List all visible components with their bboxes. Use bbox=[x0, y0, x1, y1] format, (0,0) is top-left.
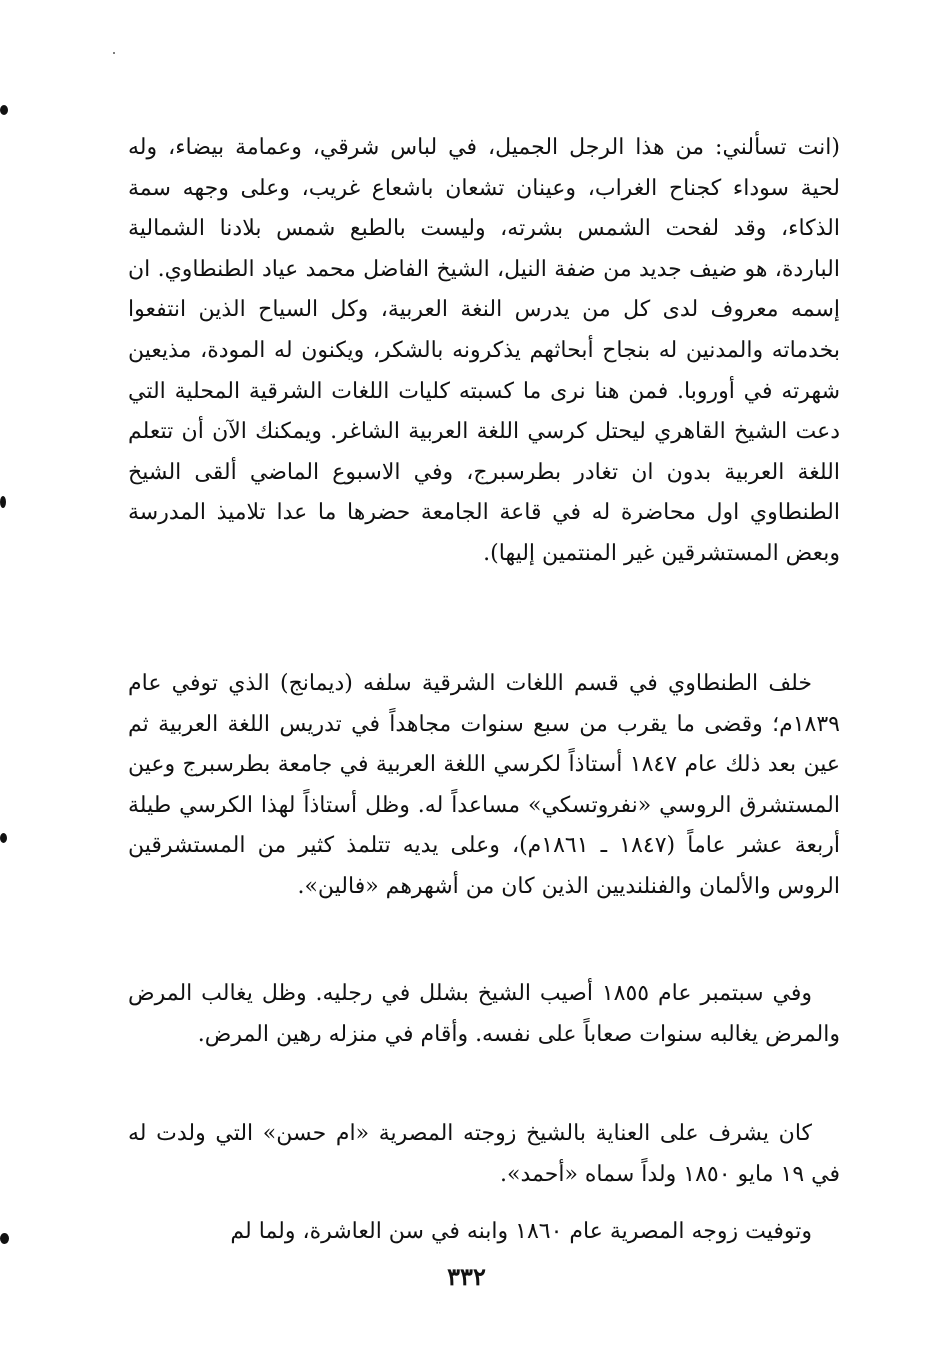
paragraph-text: خلف الطنطاوي في قسم اللغات الشرقية سلفه (ديمانج) الذي توفي عام ١٨٣٩م؛ وقضى ما يقرب من سبع سنوات مجاهداً في تدريس اللغة العربية ثم عين بعد ذلك عام ١٨٤٧ أستاذاً لكرسي اللغة العربية في جامعة بطرسبرج وعين المستشرق الروسي «نفروتسكي» مساعداً له. وظل أستاذاً لهذا الكرسي طيلة أربعة عشر عاماً (١٨٤٧ ـ ١٨٦١م)، وعلى يديه تتلمذ كثير من المستشرقين الروس والألمان والفنلنديين الذين كان من أشهرهم «فالين». bbox=[128, 671, 841, 899]
binding-hole-mark bbox=[0, 833, 7, 843]
paragraph-text: كان يشرف على العناية بالشيخ زوجته المصرية «ام حسن» التي ولدت له في ١٩ مايو ١٨٥٠ ولداً سماه «أحمد». bbox=[128, 1121, 840, 1187]
binding-hole-mark bbox=[0, 496, 6, 508]
page-number: ٣٣٢ bbox=[447, 1262, 486, 1291]
paragraph-wife-death bbox=[128, 1212, 840, 1253]
paragraph-text: وتوفيت زوجه المصرية عام ١٨٦٠ وابنه في سن العاشرة، ولما لم bbox=[230, 1219, 812, 1244]
paragraph-wife bbox=[128, 1114, 840, 1195]
binding-hole-mark bbox=[0, 1233, 9, 1244]
scan-speck bbox=[113, 52, 115, 54]
paragraph-quote-description bbox=[128, 128, 840, 575]
binding-hole-mark bbox=[0, 105, 8, 115]
paragraph-text: (انت تسألني: من هذا الرجل الجميل، في لباس شرقي، وعمامة بيضاء، وله لحية سوداء كجناح الغراب، وعينان تشعان باشعاع غريب، وعلى وجهه سمة الذكاء، وقد لفحت الشمس بشرته، وليست بالطبع شمس بلادنا الشمالية الباردة، هو ضيف جديد من ضفة النيل، الشيخ الفاضل محمد عياد الطنطاوي. ان إسمه معروف لدى كل من يدرس النغة العربية، وكل السياح الذين انتفعوا بخدماته والمدنين له بنجاح أبحاثهم يذكرونه بالشكر، ويكنون له المودة، مذيعين شهرته في أوروبا. فمن هنا نرى ما كسبته كليات اللغات الشرقية المحلية التي دعت الشيخ القاهري ليحتل كرسي اللغة العربية الشاغر. ويمكنك الآن أن تتعلم اللغة العربية بدون ان تغادر بطرسبرج، وفي الاسبوع الماضي ألقى الشيخ الطنطاوي اول محاضرة له في قاعة الجامعة حضرها ما عدا تلاميذ المدرسة وبعض المستشرقين غير المنتمين إليها). bbox=[128, 135, 841, 566]
paragraph-succession bbox=[128, 664, 840, 908]
paragraph-illness bbox=[128, 974, 840, 1055]
paragraph-text: وفي سبتمبر عام ١٨٥٥ أصيب الشيخ بشلل في رجليه. وظل يغالب المرض والمرض يغالبه سنوات صعاباً على نفسه. وأقام في منزله رهين المرض. bbox=[128, 981, 840, 1047]
